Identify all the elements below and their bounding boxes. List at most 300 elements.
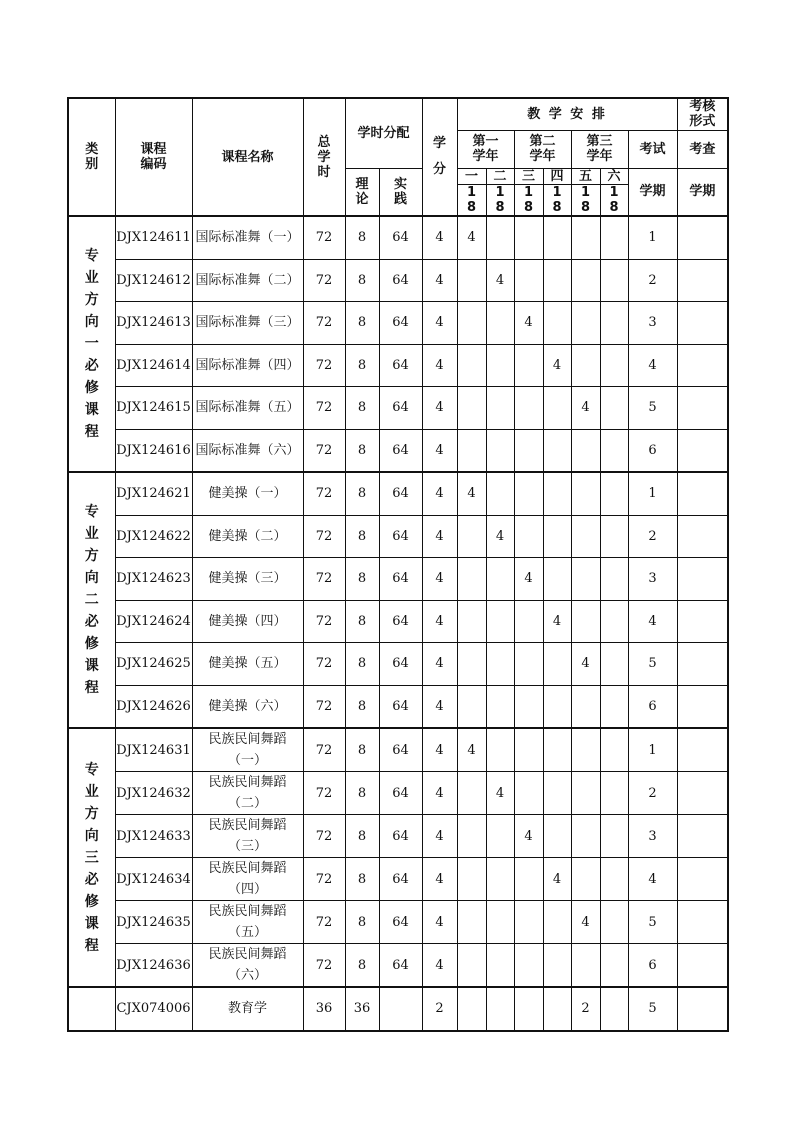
term-2-hours	[486, 600, 514, 643]
practice-hours: 64	[379, 643, 422, 686]
theory-hours: 8	[345, 472, 379, 515]
theory-hours: 8	[345, 858, 379, 901]
term-5-hours: 4	[571, 643, 600, 686]
course-name: 教育学	[192, 987, 303, 1031]
term-1-hours	[457, 429, 486, 472]
credits: 4	[422, 558, 457, 601]
exam-semester: 1	[628, 728, 677, 772]
theory-hours: 8	[345, 815, 379, 858]
term-6-hours	[600, 944, 628, 988]
course-name: 健美操（四）	[192, 600, 303, 643]
credits: 4	[422, 901, 457, 944]
term-1-hours	[457, 685, 486, 728]
header-hours-distribution: 学时分配	[345, 98, 422, 168]
table-row	[68, 901, 728, 944]
term-5-hours	[571, 728, 600, 772]
header-total-hours: 总学时	[303, 98, 345, 216]
header-weeks-5: 18	[571, 184, 600, 216]
term-6-hours	[600, 685, 628, 728]
practice-hours: 64	[379, 815, 422, 858]
term-1-hours	[457, 344, 486, 387]
table-row	[68, 858, 728, 901]
practice-hours: 64	[379, 472, 422, 515]
term-3-hours	[514, 728, 543, 772]
theory-hours: 8	[345, 302, 379, 345]
credits: 4	[422, 216, 457, 259]
term-5-hours	[571, 944, 600, 988]
term-6-hours	[600, 987, 628, 1031]
total-hours: 72	[303, 515, 345, 558]
term-6-hours	[600, 344, 628, 387]
course-code: DJX124611	[115, 216, 192, 259]
table-row	[68, 216, 728, 259]
theory-hours: 36	[345, 987, 379, 1031]
credits: 4	[422, 429, 457, 472]
term-3-hours	[514, 216, 543, 259]
category-label: 专业方向二必修课程	[68, 472, 115, 728]
credits: 4	[422, 387, 457, 430]
theory-hours: 8	[345, 216, 379, 259]
header-theory: 理论	[345, 168, 379, 216]
term-6-hours	[600, 643, 628, 686]
header-term-3: 三	[514, 168, 543, 184]
table-row	[68, 387, 728, 430]
course-code: DJX124612	[115, 259, 192, 302]
header-course-code: 课程编码	[115, 98, 192, 216]
term-1-hours	[457, 901, 486, 944]
total-hours: 72	[303, 387, 345, 430]
term-6-hours	[600, 216, 628, 259]
credits: 4	[422, 344, 457, 387]
exam-semester: 2	[628, 259, 677, 302]
exam-semester: 3	[628, 815, 677, 858]
exam-semester: 2	[628, 515, 677, 558]
course-name: 民族民间舞蹈（六）	[192, 944, 303, 988]
term-4-hours	[543, 772, 571, 815]
practice-hours: 64	[379, 858, 422, 901]
header-semester-check: 学期	[677, 168, 728, 216]
term-4-hours: 4	[543, 344, 571, 387]
check-semester	[677, 600, 728, 643]
table-row	[68, 815, 728, 858]
term-1-hours	[457, 643, 486, 686]
term-2-hours	[486, 815, 514, 858]
course-name: 健美操（五）	[192, 643, 303, 686]
check-semester	[677, 558, 728, 601]
header-weeks-2: 18	[486, 184, 514, 216]
term-2-hours	[486, 302, 514, 345]
term-1-hours	[457, 815, 486, 858]
term-3-hours	[514, 515, 543, 558]
term-3-hours	[514, 643, 543, 686]
theory-hours: 8	[345, 901, 379, 944]
header-exam: 考试	[628, 130, 677, 168]
exam-semester: 2	[628, 772, 677, 815]
exam-semester: 3	[628, 302, 677, 345]
term-5-hours: 4	[571, 901, 600, 944]
term-4-hours	[543, 387, 571, 430]
course-name: 民族民间舞蹈（五）	[192, 901, 303, 944]
practice-hours: 64	[379, 429, 422, 472]
course-name: 民族民间舞蹈（三）	[192, 815, 303, 858]
credits: 4	[422, 815, 457, 858]
table-row	[68, 515, 728, 558]
course-name: 国际标准舞（二）	[192, 259, 303, 302]
course-code: DJX124616	[115, 429, 192, 472]
term-1-hours	[457, 987, 486, 1031]
course-name: 健美操（二）	[192, 515, 303, 558]
term-5-hours	[571, 216, 600, 259]
term-5-hours	[571, 429, 600, 472]
theory-hours: 8	[345, 728, 379, 772]
term-5-hours	[571, 815, 600, 858]
exam-semester: 5	[628, 987, 677, 1031]
header-practice: 实践	[379, 168, 422, 216]
term-2-hours	[486, 216, 514, 259]
course-code: DJX124621	[115, 472, 192, 515]
course-name: 健美操（三）	[192, 558, 303, 601]
credits: 4	[422, 728, 457, 772]
exam-semester: 1	[628, 472, 677, 515]
header-term-1: 一	[457, 168, 486, 184]
course-code: DJX124635	[115, 901, 192, 944]
check-semester	[677, 344, 728, 387]
term-6-hours	[600, 259, 628, 302]
term-4-hours	[543, 259, 571, 302]
term-6-hours	[600, 901, 628, 944]
header-weeks-4: 18	[543, 184, 571, 216]
term-5-hours: 2	[571, 987, 600, 1031]
term-4-hours	[543, 429, 571, 472]
practice-hours: 64	[379, 685, 422, 728]
term-5-hours	[571, 600, 600, 643]
check-semester	[677, 815, 728, 858]
table-row	[68, 772, 728, 815]
check-semester	[677, 728, 728, 772]
header-term-5: 五	[571, 168, 600, 184]
term-5-hours	[571, 344, 600, 387]
check-semester	[677, 472, 728, 515]
term-3-hours	[514, 387, 543, 430]
course-name: 国际标准舞（三）	[192, 302, 303, 345]
check-semester	[677, 302, 728, 345]
term-6-hours	[600, 387, 628, 430]
course-code: DJX124615	[115, 387, 192, 430]
table-row	[68, 302, 728, 345]
exam-semester: 6	[628, 685, 677, 728]
exam-semester: 1	[628, 216, 677, 259]
total-hours: 72	[303, 815, 345, 858]
term-3-hours	[514, 944, 543, 988]
header-year-1: 第一学年	[457, 130, 514, 168]
header-weeks-3: 18	[514, 184, 543, 216]
term-4-hours	[543, 472, 571, 515]
term-4-hours	[543, 685, 571, 728]
term-3-hours	[514, 600, 543, 643]
term-1-hours	[457, 858, 486, 901]
term-4-hours	[543, 515, 571, 558]
check-semester	[677, 643, 728, 686]
term-4-hours	[543, 643, 571, 686]
credits: 4	[422, 685, 457, 728]
term-3-hours	[514, 858, 543, 901]
check-semester	[677, 216, 728, 259]
term-1-hours	[457, 944, 486, 988]
total-hours: 72	[303, 728, 345, 772]
header-credits: 学分	[422, 98, 457, 216]
total-hours: 72	[303, 600, 345, 643]
term-1-hours	[457, 515, 486, 558]
exam-semester: 4	[628, 858, 677, 901]
header-category: 类别	[68, 98, 115, 216]
table-row	[68, 429, 728, 472]
term-6-hours	[600, 429, 628, 472]
term-2-hours	[486, 987, 514, 1031]
term-2-hours	[486, 685, 514, 728]
term-1-hours: 4	[457, 728, 486, 772]
term-2-hours: 4	[486, 772, 514, 815]
term-3-hours: 4	[514, 558, 543, 601]
course-name: 国际标准舞（一）	[192, 216, 303, 259]
header-weeks-6: 18	[600, 184, 628, 216]
term-2-hours	[486, 901, 514, 944]
exam-semester: 3	[628, 558, 677, 601]
check-semester	[677, 259, 728, 302]
term-3-hours	[514, 685, 543, 728]
course-code: DJX124626	[115, 685, 192, 728]
term-5-hours	[571, 558, 600, 601]
header-semester-exam: 学期	[628, 168, 677, 216]
term-4-hours	[543, 728, 571, 772]
practice-hours: 64	[379, 600, 422, 643]
practice-hours: 64	[379, 302, 422, 345]
course-code: DJX124613	[115, 302, 192, 345]
practice-hours: 64	[379, 901, 422, 944]
practice-hours: 64	[379, 515, 422, 558]
check-semester	[677, 772, 728, 815]
table-row	[68, 944, 728, 988]
header-term-4: 四	[543, 168, 571, 184]
header-year-2: 第二学年	[514, 130, 571, 168]
credits: 4	[422, 643, 457, 686]
term-5-hours	[571, 515, 600, 558]
table-row	[68, 643, 728, 686]
practice-hours: 64	[379, 944, 422, 988]
term-1-hours	[457, 558, 486, 601]
credits: 4	[422, 772, 457, 815]
practice-hours	[379, 987, 422, 1031]
term-2-hours	[486, 944, 514, 988]
practice-hours: 64	[379, 387, 422, 430]
check-semester	[677, 901, 728, 944]
check-semester	[677, 858, 728, 901]
total-hours: 72	[303, 944, 345, 988]
credits: 4	[422, 944, 457, 988]
header-course-name: 课程名称	[192, 98, 303, 216]
term-4-hours	[543, 987, 571, 1031]
course-name: 国际标准舞（六）	[192, 429, 303, 472]
check-semester	[677, 429, 728, 472]
term-6-hours	[600, 302, 628, 345]
course-code: DJX124632	[115, 772, 192, 815]
term-4-hours	[543, 815, 571, 858]
total-hours: 72	[303, 344, 345, 387]
term-6-hours	[600, 515, 628, 558]
term-5-hours: 4	[571, 387, 600, 430]
check-semester	[677, 944, 728, 988]
course-name: 民族民间舞蹈（一）	[192, 728, 303, 772]
course-code: DJX124636	[115, 944, 192, 988]
course-code: DJX124624	[115, 600, 192, 643]
total-hours: 72	[303, 302, 345, 345]
term-4-hours	[543, 558, 571, 601]
term-2-hours	[486, 344, 514, 387]
credits: 4	[422, 515, 457, 558]
theory-hours: 8	[345, 429, 379, 472]
total-hours: 72	[303, 558, 345, 601]
term-6-hours	[600, 858, 628, 901]
course-code: DJX124625	[115, 643, 192, 686]
practice-hours: 64	[379, 216, 422, 259]
term-1-hours	[457, 259, 486, 302]
term-4-hours	[543, 302, 571, 345]
term-5-hours	[571, 772, 600, 815]
exam-semester: 5	[628, 643, 677, 686]
exam-semester: 6	[628, 944, 677, 988]
total-hours: 72	[303, 259, 345, 302]
table-row	[68, 472, 728, 515]
term-1-hours: 4	[457, 216, 486, 259]
theory-hours: 8	[345, 387, 379, 430]
header-assessment: 考核形式	[677, 98, 728, 130]
term-2-hours	[486, 728, 514, 772]
term-2-hours	[486, 472, 514, 515]
total-hours: 36	[303, 987, 345, 1031]
course-code: DJX124622	[115, 515, 192, 558]
course-name: 民族民间舞蹈（四）	[192, 858, 303, 901]
header-teaching-schedule: 教 学 安 排	[457, 98, 677, 130]
theory-hours: 8	[345, 685, 379, 728]
term-3-hours	[514, 987, 543, 1031]
category-label	[68, 987, 115, 1031]
term-3-hours	[514, 429, 543, 472]
header-term-2: 二	[486, 168, 514, 184]
term-2-hours	[486, 858, 514, 901]
table-row	[68, 558, 728, 601]
total-hours: 72	[303, 643, 345, 686]
table-row	[68, 728, 728, 772]
check-semester	[677, 987, 728, 1031]
course-name: 国际标准舞（四）	[192, 344, 303, 387]
exam-semester: 6	[628, 429, 677, 472]
term-1-hours	[457, 772, 486, 815]
credits: 4	[422, 600, 457, 643]
term-2-hours: 4	[486, 259, 514, 302]
term-5-hours	[571, 472, 600, 515]
term-2-hours	[486, 429, 514, 472]
practice-hours: 64	[379, 558, 422, 601]
term-1-hours	[457, 600, 486, 643]
course-schedule-table	[67, 97, 729, 1032]
header-weeks-1: 18	[457, 184, 486, 216]
term-4-hours	[543, 901, 571, 944]
exam-semester: 4	[628, 600, 677, 643]
theory-hours: 8	[345, 944, 379, 988]
term-4-hours	[543, 944, 571, 988]
total-hours: 72	[303, 772, 345, 815]
credits: 4	[422, 302, 457, 345]
table-row	[68, 685, 728, 728]
theory-hours: 8	[345, 558, 379, 601]
term-3-hours: 4	[514, 302, 543, 345]
check-semester	[677, 387, 728, 430]
course-code: CJX074006	[115, 987, 192, 1031]
course-code: DJX124631	[115, 728, 192, 772]
theory-hours: 8	[345, 344, 379, 387]
exam-semester: 5	[628, 901, 677, 944]
term-6-hours	[600, 472, 628, 515]
total-hours: 72	[303, 685, 345, 728]
check-semester	[677, 685, 728, 728]
table-row	[68, 344, 728, 387]
course-name: 民族民间舞蹈（二）	[192, 772, 303, 815]
credits: 4	[422, 259, 457, 302]
term-3-hours	[514, 901, 543, 944]
term-5-hours	[571, 685, 600, 728]
practice-hours: 64	[379, 728, 422, 772]
term-6-hours	[600, 728, 628, 772]
header-term-6: 六	[600, 168, 628, 184]
term-2-hours	[486, 558, 514, 601]
term-4-hours: 4	[543, 600, 571, 643]
term-3-hours	[514, 344, 543, 387]
term-3-hours	[514, 772, 543, 815]
table-row	[68, 600, 728, 643]
term-1-hours	[457, 387, 486, 430]
term-2-hours: 4	[486, 515, 514, 558]
term-6-hours	[600, 772, 628, 815]
header-check: 考查	[677, 130, 728, 168]
credits: 4	[422, 858, 457, 901]
practice-hours: 64	[379, 259, 422, 302]
category-label: 专业方向三必修课程	[68, 728, 115, 987]
course-code: DJX124614	[115, 344, 192, 387]
term-1-hours: 4	[457, 472, 486, 515]
table-row	[68, 259, 728, 302]
theory-hours: 8	[345, 772, 379, 815]
credits: 4	[422, 472, 457, 515]
term-6-hours	[600, 815, 628, 858]
exam-semester: 4	[628, 344, 677, 387]
course-name: 健美操（六）	[192, 685, 303, 728]
credits: 2	[422, 987, 457, 1031]
term-6-hours	[600, 558, 628, 601]
course-code: DJX124634	[115, 858, 192, 901]
practice-hours: 64	[379, 344, 422, 387]
exam-semester: 5	[628, 387, 677, 430]
term-2-hours	[486, 643, 514, 686]
theory-hours: 8	[345, 259, 379, 302]
theory-hours: 8	[345, 643, 379, 686]
course-name: 国际标准舞（五）	[192, 387, 303, 430]
check-semester	[677, 515, 728, 558]
term-3-hours	[514, 472, 543, 515]
term-4-hours: 4	[543, 858, 571, 901]
term-6-hours	[600, 600, 628, 643]
table-row	[68, 987, 728, 1031]
term-5-hours	[571, 259, 600, 302]
course-code: DJX124633	[115, 815, 192, 858]
